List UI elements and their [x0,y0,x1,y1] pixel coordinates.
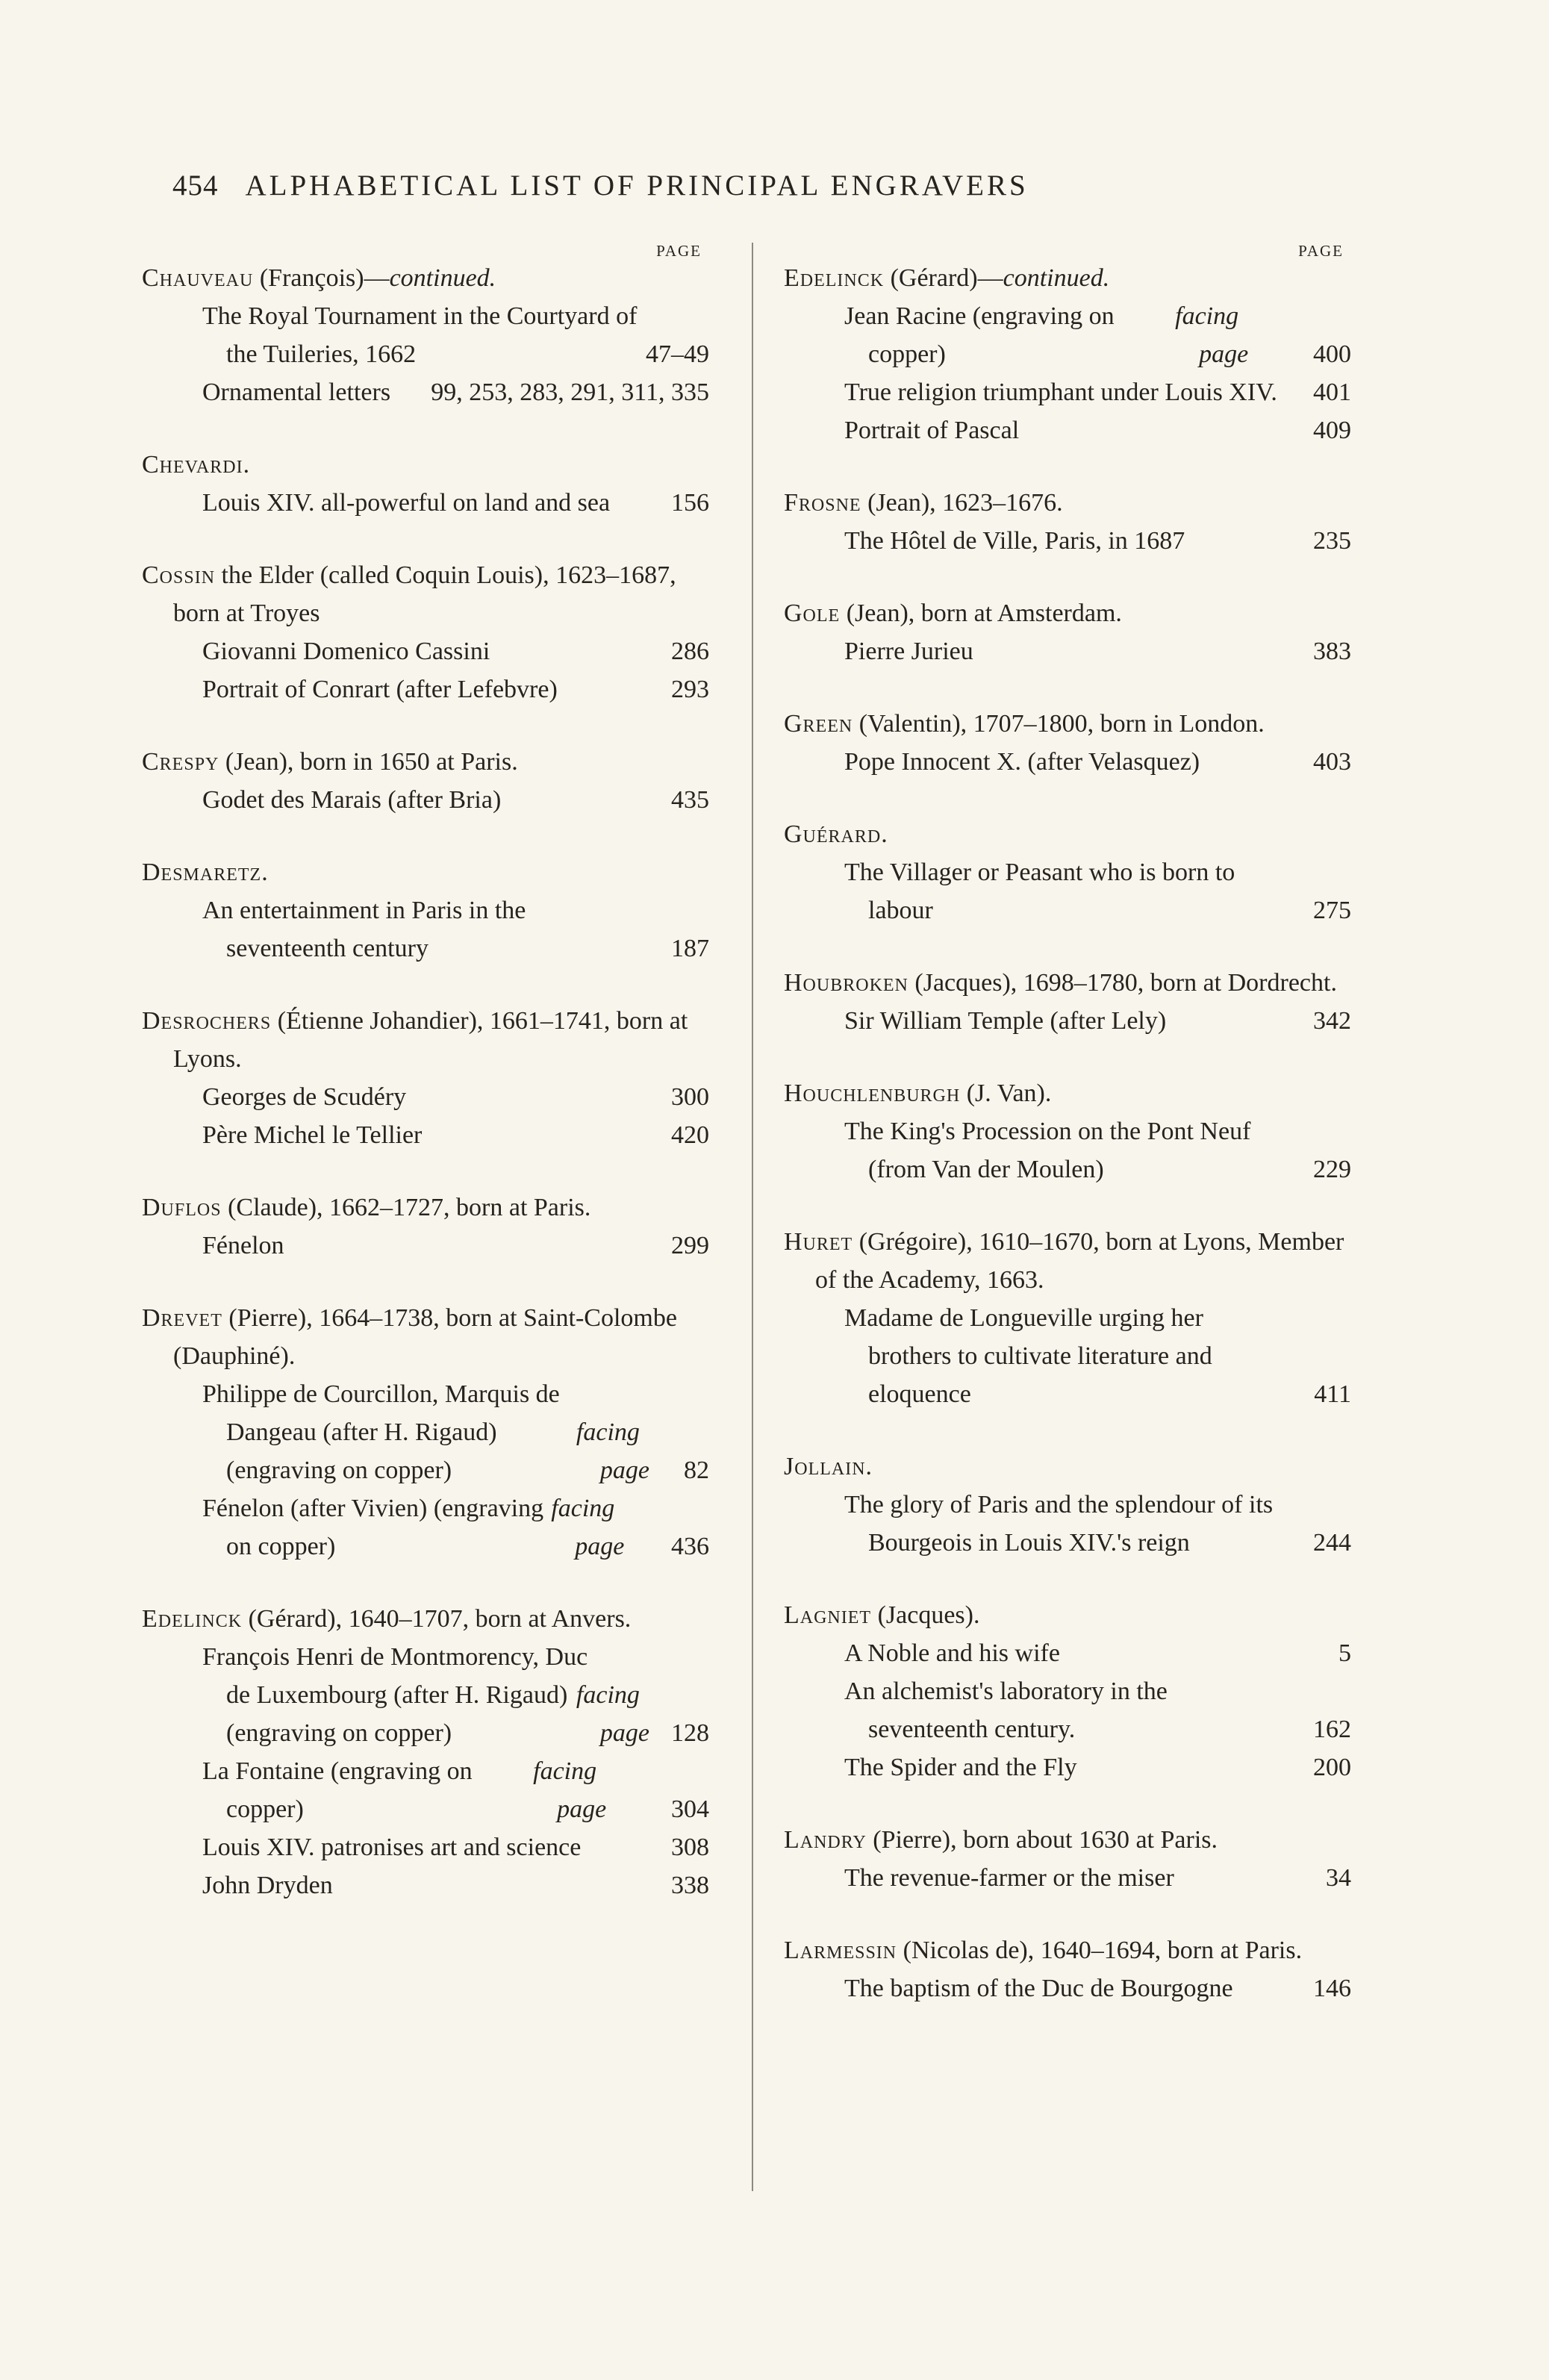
page-reference: 383 [1313,638,1351,665]
engraver-entry [784,259,1351,449]
page-reference: 304 [671,1795,709,1823]
work-item [142,1078,709,1116]
work-item [142,781,709,819]
engraver-name: Desmaretz. [142,859,269,886]
page-reference: 146 [1313,1975,1351,2002]
work-title: François Henri de Montmorency, Duc de Luxembourg (after H. Rigaud) (engraving on copper) [202,1643,588,1747]
engraver-description: (Gérard), 1640–1707, born at Anvers. [248,1605,632,1633]
work-title: Madame de Longueville urging her brothers to cultivate literature and eloquence [844,1304,1212,1408]
engraver-heading [142,1189,709,1227]
work-title: An alchemist's laboratory in the seventeenth century. [844,1677,1168,1743]
work-title: Portrait of Conrart (after Lefebvre) [202,676,558,703]
engraver-entry [784,1448,1351,1562]
engraver-heading [784,705,1351,743]
page-reference: 229 [1313,1156,1351,1183]
page-reference: 293 [671,676,709,703]
work-item [784,1672,1351,1748]
work-item [142,1828,709,1866]
work-item [784,411,1351,449]
facing-page-label: facing page [533,1757,607,1823]
engraver-name: Duflos [142,1194,222,1221]
work-title: Godet des Marais (after Bria) [202,786,502,814]
page-reference: 286 [671,638,709,665]
engraver-heading [784,815,1351,853]
engraver-name: Landry [784,1826,867,1854]
work-title: True religion triumphant under Louis XIV. [844,379,1277,406]
work-item [784,1748,1351,1786]
engraver-entry [142,259,709,411]
work-title: Fénelon [202,1232,284,1259]
page-reference: 435 [671,786,709,814]
page-title: ALPHABETICAL LIST OF PRINCIPAL ENGRAVERS [245,169,1029,202]
work-item [142,1116,709,1154]
page-reference: 409 [1313,417,1351,444]
work-item [784,1112,1351,1189]
engraver-description: (Jacques), 1698–1780, born at Dordrecht. [914,969,1337,997]
engraver-description: (Pierre), born about 1630 at Paris. [873,1826,1218,1854]
engraver-description: (Gérard)— [890,264,1003,292]
engraver-description: (Étienne Johandier), 1661–1741, born at Lyons. [173,1007,688,1073]
engraver-entry [784,705,1351,781]
work-title: A Noble and his wife [844,1639,1060,1667]
work-title: The Spider and the Fly [844,1754,1077,1781]
page-reference: 162 [1313,1716,1351,1743]
work-title: Père Michel le Tellier [202,1121,423,1149]
engraver-heading [784,259,1351,297]
engraver-heading [784,1931,1351,1969]
engraver-name: Frosne [784,489,861,517]
work-item [142,670,709,708]
running-head [172,169,1029,202]
page-reference: 235 [1313,527,1351,555]
engraver-name: Chauveau [142,264,254,292]
work-item [784,853,1351,929]
page-reference: 401 [1313,379,1351,406]
column-divider [752,243,753,2191]
work-title: Pierre Jurieu [844,638,973,665]
page-reference: 5 [1338,1639,1351,1667]
work-item [142,1489,709,1566]
page-reference: 338 [671,1872,709,1899]
work-title: Giovanni Domenico Cassini [202,638,490,665]
work-title: Ornamental letters [202,379,391,406]
work-title: Georges de Scudéry [202,1083,407,1111]
engraver-description: (Grégoire), 1610–1670, born at Lyons, Member of the Academy, 1663. [815,1228,1344,1294]
page-reference: 47–49 [646,340,709,368]
page-reference: 187 [671,935,709,962]
work-title: The Hôtel de Ville, Paris, in 1687 [844,527,1185,555]
work-item [142,1866,709,1904]
work-item [784,522,1351,560]
engraver-heading [142,743,709,781]
engraver-entry [784,815,1351,929]
work-item [142,1375,709,1489]
work-title: Sir William Temple (after Lely) [844,1007,1167,1035]
work-item [142,891,709,968]
engraver-heading [784,1074,1351,1112]
engraver-entry [784,1596,1351,1786]
engraver-entry [784,1931,1351,2007]
engraver-entry [142,1600,709,1904]
engraver-name: Chevardi. [142,451,251,479]
engraver-entry [142,853,709,968]
engraver-entry [784,594,1351,670]
work-item [142,484,709,522]
work-title: Philippe de Courcillon, Marquis de Dangeau (after H. Rigaud) (engraving on copper) [202,1380,560,1484]
engraver-name: Houchlenburgh [784,1080,961,1107]
page-reference: 99, 253, 283, 291, 311, 335 [431,379,709,406]
left-column [142,243,709,1939]
engraver-description: (Jean), born in 1650 at Paris. [225,748,518,776]
work-title: Louis XIV. all-powerful on land and sea [202,489,611,517]
page-column-label: PAGE [1298,242,1344,260]
work-item [784,632,1351,670]
facing-page-label: facing page [576,1418,649,1484]
engraver-heading [784,1448,1351,1486]
engraver-name: Edelinck [784,264,885,292]
page-reference: 436 [671,1533,709,1560]
page-reference: 244 [1313,1529,1351,1557]
engraver-name: Jollain. [784,1453,873,1480]
page-reference: 411 [1314,1380,1351,1408]
facing-page-label: facing page [576,1681,649,1747]
work-title: Jean Racine (engraving on copper) [844,302,1115,368]
facing-page-label: facing page [1175,302,1249,368]
work-title: Portrait of Pascal [844,417,1020,444]
engraver-heading [142,1600,709,1638]
work-title: The revenue-farmer or the miser [844,1864,1174,1892]
work-item [784,1859,1351,1897]
work-item [784,297,1351,373]
page-reference: 400 [1313,340,1351,368]
engraver-heading [784,964,1351,1002]
engraver-name: Edelinck [142,1605,243,1633]
engraver-heading [142,446,709,484]
engraver-name: Drevet [142,1304,222,1332]
work-item [784,1299,1351,1413]
engraver-entry [784,1223,1351,1413]
work-item [142,297,709,373]
work-item [784,1002,1351,1040]
engraver-name: Crespy [142,748,219,776]
engraver-name: Desrochers [142,1007,272,1035]
engraver-name: Guérard. [784,820,888,848]
page-reference: 156 [671,489,709,517]
work-title: The glory of Paris and the splendour of its Bourgeois in Louis XIV.'s reign [844,1491,1274,1557]
work-title: An entertainment in Paris in the seventeenth century [202,897,526,962]
work-item [784,373,1351,411]
work-item [142,1638,709,1752]
work-item [142,1227,709,1265]
engraver-description: (Jacques). [877,1601,980,1629]
engraver-entry [142,1299,709,1566]
engraver-description: (Jean), 1623–1676. [867,489,1063,517]
work-title: The Royal Tournament in the Courtyard of the Tuileries, 1662 [202,302,638,368]
work-item [142,632,709,670]
engraver-entry [142,1189,709,1265]
work-title: The baptism of the Duc de Bourgogne [844,1975,1233,2002]
engraver-entry [784,1074,1351,1189]
page-reference: 275 [1313,897,1351,924]
work-item [784,1486,1351,1562]
page-reference: 342 [1313,1007,1351,1035]
engraver-entry [142,446,709,522]
page-reference: 200 [1313,1754,1351,1781]
engraver-description: (Pierre), 1664–1738, born at Saint-Colombe (Dauphiné). [173,1304,677,1370]
work-title: The King's Procession on the Pont Neuf (from Van der Moulen) [844,1118,1251,1183]
engraver-name: Green [784,710,853,738]
work-item [142,373,709,411]
engraver-description: (Claude), 1662–1727, born at Paris. [228,1194,591,1221]
engraver-name: Cossin [142,561,216,589]
engraver-name: Gole [784,599,841,627]
engraver-description: (Nicolas de), 1640–1694, born at Paris. [903,1937,1303,1964]
engraver-description: (Jean), born at Amsterdam. [846,599,1122,627]
page-reference: 128 [671,1719,709,1747]
work-item [784,743,1351,781]
engraver-description: (François)— [259,264,390,292]
work-title: Pope Innocent X. (after Velasquez) [844,748,1200,776]
continued-label: continued. [1003,264,1110,292]
continued-label: continued. [389,264,496,292]
engraver-heading [784,1223,1351,1299]
engraver-heading [784,1821,1351,1859]
engraver-heading [142,556,709,632]
right-column [784,243,1351,2042]
page-reference: 308 [671,1834,709,1861]
page-reference: 403 [1313,748,1351,776]
engraver-description: (J. Van). [966,1080,1052,1107]
facing-page-label: facing page [551,1495,625,1560]
engraver-heading [784,594,1351,632]
engraver-entry [142,556,709,708]
page-number: 454 [172,169,219,202]
engraver-entry [142,743,709,819]
work-title: Louis XIV. patronises art and science [202,1834,582,1861]
engraver-name: Larmessin [784,1937,897,1964]
work-title: Fénelon (after Vivien) (engraving on copper) [202,1495,544,1560]
page-reference: 420 [671,1121,709,1149]
engraver-name: Houbroken [784,969,908,997]
page-column-label: PAGE [656,242,702,260]
page-reference: 82 [684,1457,709,1484]
work-title: John Dryden [202,1872,333,1899]
page-reference: 34 [1326,1864,1351,1892]
engraver-description: (Valentin), 1707–1800, born in London. [858,710,1265,738]
engraver-entry [784,484,1351,560]
work-title: The Villager or Peasant who is born to labour [844,859,1235,924]
engraver-heading [784,484,1351,522]
engraver-heading [142,853,709,891]
engraver-entry [142,1002,709,1154]
work-item [784,1634,1351,1672]
engraver-name: Huret [784,1228,853,1256]
work-item [784,1969,1351,2007]
engraver-heading [142,1002,709,1078]
engraver-heading [142,1299,709,1375]
page-reference: 299 [671,1232,709,1259]
work-item [142,1752,709,1828]
engraver-name: Lagniet [784,1601,872,1629]
engraver-entry [784,964,1351,1040]
page-reference: 300 [671,1083,709,1111]
engraver-description: the Elder (called Coquin Louis), 1623–1687, born at Troyes [173,561,676,627]
engraver-heading [142,259,709,297]
work-title: La Fontaine (engraving on copper) [202,1757,473,1823]
engraver-entry [784,1821,1351,1897]
engraver-heading [784,1596,1351,1634]
